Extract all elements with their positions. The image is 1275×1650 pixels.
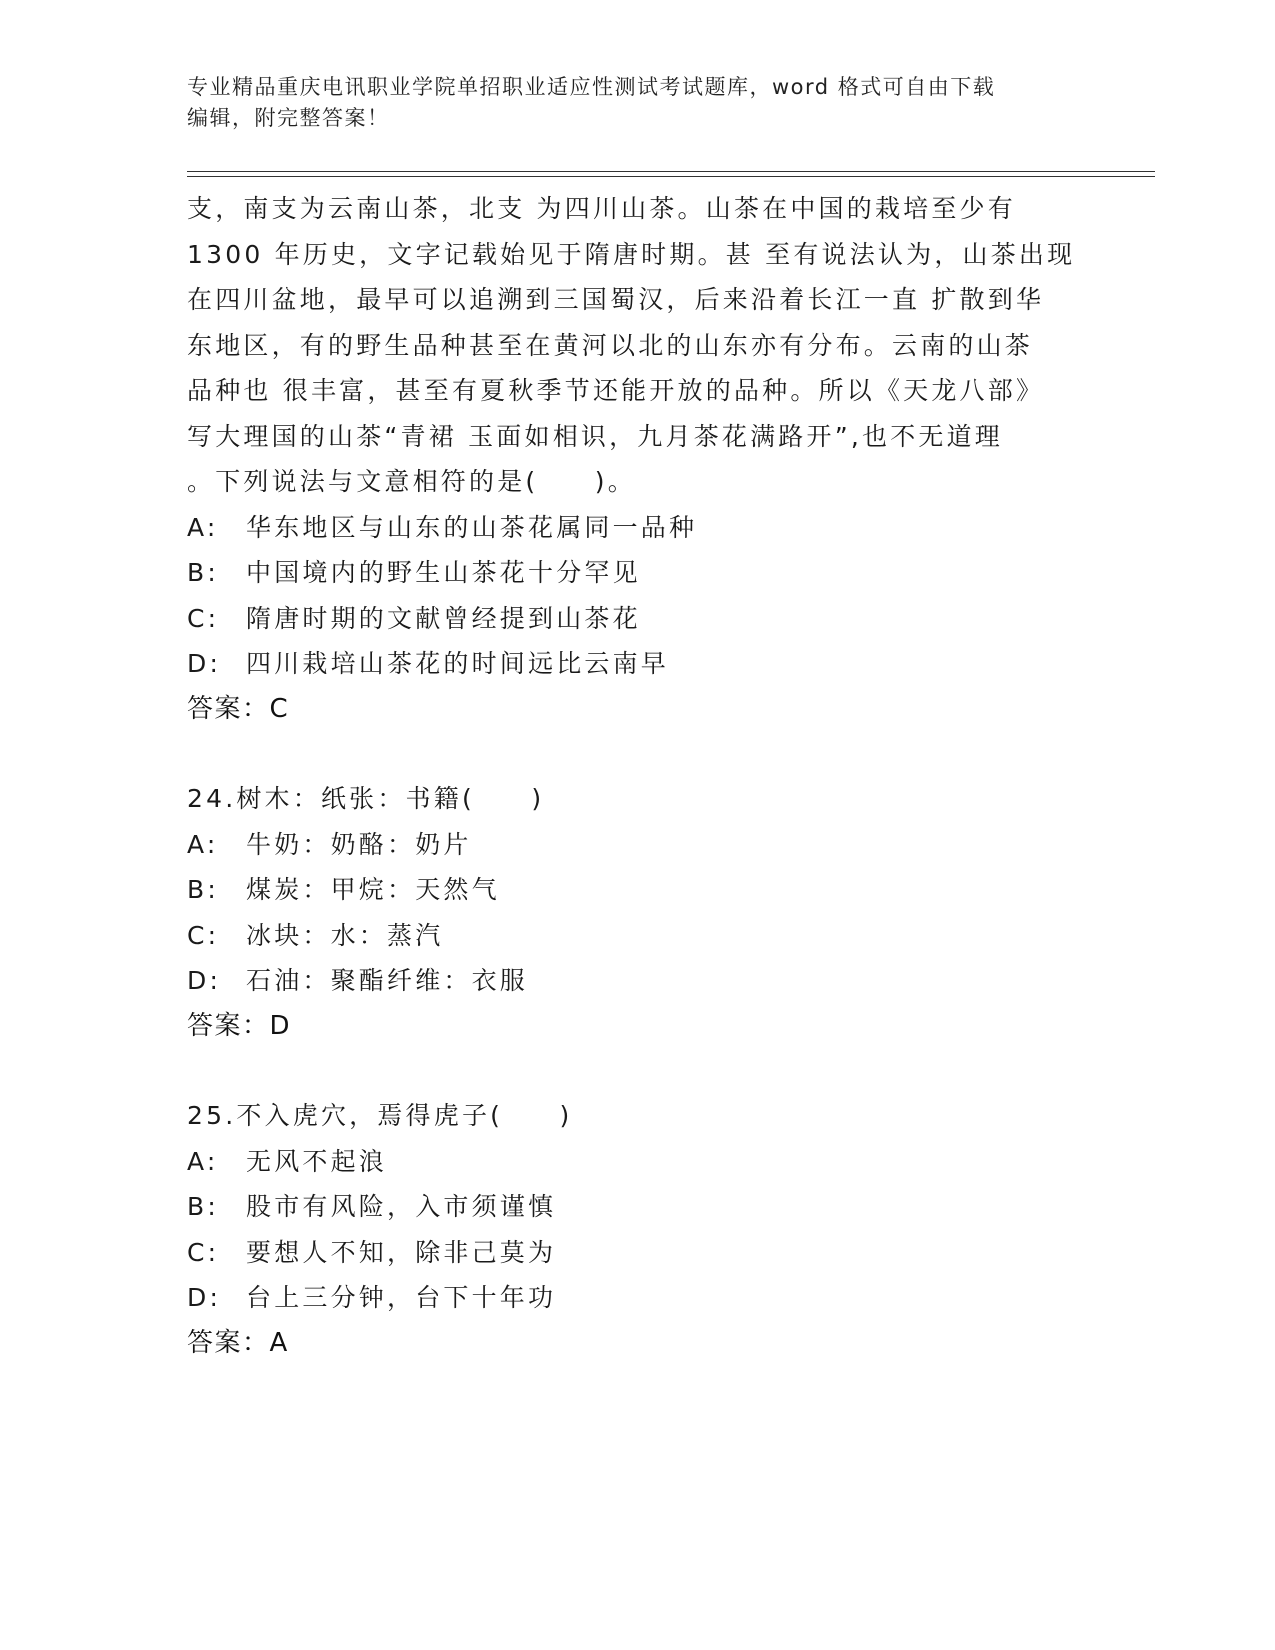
header-line-2: 编辑，附完整答案！ (187, 106, 390, 130)
passage-line: 1300 年历史，文字记载始见于隋唐时期。甚 至有说法认为，山茶出现 (187, 239, 1076, 269)
question-23 (187, 186, 1087, 732)
question-spacer (187, 732, 1087, 776)
option-c (187, 1230, 1087, 1276)
option-letter: A: (187, 512, 219, 542)
option-text: 牛奶：奶酪：奶片 (246, 829, 472, 859)
passage-line: 写大理国的山茶“青裙 玉面如相识，九月茶花满路开”,也不无道理 (187, 421, 1003, 451)
option-b (187, 867, 1087, 913)
option-text: 煤炭：甲烷：天然气 (246, 875, 500, 904)
answer-line: 答案：C (187, 693, 290, 724)
option-text: 华东地区与山东的山茶花属同一品种 (246, 512, 698, 542)
option-letter: C: (187, 1237, 220, 1267)
option-a (187, 822, 1087, 868)
option-letter: D: (187, 649, 222, 678)
option-c (187, 913, 1087, 959)
header-rule-top (187, 171, 1155, 172)
option-letter: A: (187, 829, 219, 859)
option-d (187, 1275, 1087, 1321)
option-text: 冰块：水：蒸汽 (246, 920, 444, 950)
option-letter: B: (187, 558, 219, 587)
option-b (187, 1184, 1087, 1230)
option-text: 隋唐时期的文献曾经提到山茶花 (246, 603, 641, 633)
answer-line: 答案：D (187, 1010, 292, 1041)
option-letter: D: (187, 966, 222, 995)
header-line-1: 专业精品重庆电讯职业学院单招职业适应性测试考试题库，word 格式可自由下载 (187, 75, 996, 99)
question-spacer (187, 1049, 1087, 1093)
option-letter: C: (187, 920, 220, 950)
option-d (187, 958, 1087, 1004)
header-rule-bottom (187, 176, 1155, 177)
option-b (187, 550, 1087, 596)
option-text: 石油：聚酯纤维：衣服 (246, 966, 529, 995)
option-text: 四川栽培山茶花的时间远比云南早 (246, 649, 670, 678)
option-text: 台上三分钟，台下十年功 (246, 1283, 557, 1312)
option-text: 要想人不知，除非己莫为 (246, 1237, 557, 1267)
option-letter: A: (187, 1146, 219, 1176)
document-header (187, 72, 1087, 134)
option-text: 无风不起浪 (246, 1146, 388, 1176)
answer-line: 答案：A (187, 1327, 289, 1358)
question-stem: 24.树木：纸张：书籍( ) (187, 784, 545, 813)
option-a (187, 1139, 1087, 1185)
question-25 (187, 1093, 1087, 1366)
question-stem: 25.不入虎穴，焉得虎子( ) (187, 1101, 573, 1130)
option-text: 中国境内的野生山茶花十分罕见 (246, 558, 641, 587)
document-body (187, 186, 1087, 1366)
question-24 (187, 776, 1087, 1049)
passage-line: 支，南支为云南山茶，北支 为四川山茶。山茶在中国的栽培至少有 (187, 194, 1016, 223)
option-text: 股市有风险，入市须谨慎 (246, 1192, 557, 1221)
option-d (187, 641, 1087, 687)
option-letter: B: (187, 1192, 219, 1221)
option-letter: D: (187, 1283, 222, 1312)
option-a (187, 505, 1087, 551)
passage-line: 在四川盆地，最早可以追溯到三国蜀汉，后来沿着长江一直 扩散到华 (187, 285, 1045, 314)
question-prompt: 。下列说法与文意相符的是( )。 (187, 467, 636, 496)
option-c (187, 596, 1087, 642)
option-letter: C: (187, 603, 220, 633)
passage-line: 品种也 很丰富，甚至有夏秋季节还能开放的品种。所以《天龙八部》 (187, 376, 1045, 405)
option-letter: B: (187, 875, 219, 904)
passage-line: 东地区，有的野生品种甚至在黄河以北的山东亦有分布。云南的山茶 (187, 330, 1034, 360)
